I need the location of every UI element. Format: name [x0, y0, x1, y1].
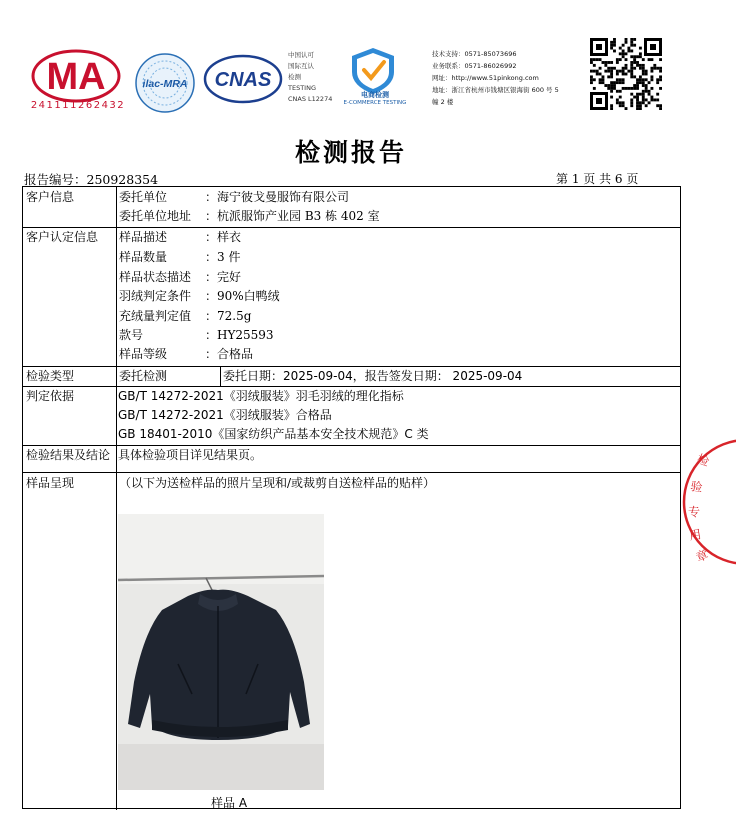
basis-line-2: GB/T 14272-2021《羽绒服装》合格品 [118, 408, 332, 422]
sample-desc-key: 样品描述 [119, 230, 168, 244]
report-table [22, 186, 681, 809]
down-condition-value: ：90%白鸭绒 [205, 289, 280, 303]
sample-qty-value: ：3 件 [205, 250, 241, 264]
sample-grade-key: 样品等级 [119, 347, 168, 361]
sample-state-key: 样品状态描述 [119, 270, 192, 284]
address-line-2: 幢 2 楼 [432, 98, 454, 106]
svg-text:章: 章 [693, 547, 711, 565]
sample-grade-value: ：合格品 [205, 347, 254, 361]
inspection-seal [676, 432, 736, 572]
address-line: 地址：浙江省杭州市钱塘区银海街 600 号 5 [432, 86, 559, 94]
sample-qty-key: 样品数量 [119, 250, 168, 264]
down-condition-key: 羽绒判定条件 [119, 289, 192, 303]
business-line: 业务联系：0571-86026992 [432, 62, 517, 70]
sample-photo [118, 514, 324, 790]
website-line: 网址：http://www.51pinkong.com [432, 74, 539, 82]
result-value: 具体检验项目详见结果页。 [118, 448, 263, 462]
svg-text:专: 专 [688, 505, 701, 519]
ilac-logo-text: ilac-MRA [142, 78, 188, 90]
svg-text:检: 检 [694, 451, 712, 469]
sample-state-value: ：完好 [205, 270, 242, 284]
report-number: 报告编号：250928354 [24, 172, 159, 187]
fill-weight-key: 充绒量判定值 [119, 309, 192, 323]
style-no-value: ：HY25593 [205, 328, 274, 342]
cnas-logo [203, 54, 283, 104]
sample-info-label: 客户认定信息 [26, 230, 99, 244]
basis-line-3: GB 18401-2010《国家纺织产品基本安全技术规范》C 类 [118, 427, 429, 441]
sample-desc-value: ：样衣 [205, 230, 242, 244]
cnas-accreditation-note: 中国认可 国际互认 检测 TESTING CNAS L12274 [288, 51, 333, 103]
cnas-logo-text: CNAS [214, 69, 272, 91]
basis-line-1: GB/T 14272-2021《羽绒服装》羽毛羽绒的理化指标 [118, 389, 404, 403]
client-name-value: ：海宁彼戈曼服饰有限公司 [205, 190, 350, 204]
presentation-label: 样品呈现 [26, 476, 75, 490]
qr-code [588, 36, 664, 112]
cma-code: 241111262432 [30, 100, 126, 111]
ecommerce-testing-cn: 电商检测 [361, 91, 389, 99]
basis-label: 判定依据 [26, 389, 75, 403]
contact-info [432, 48, 592, 108]
result-label: 检验结果及结论 [26, 448, 111, 462]
fill-weight-value: ：72.5g [205, 309, 252, 323]
client-address-key: 委托单位地址 [119, 209, 192, 223]
client-info-label: 客户信息 [26, 190, 75, 204]
svg-text:验: 验 [689, 479, 704, 495]
style-no-key: 款号 [119, 328, 144, 342]
client-address-value: ：杭派服饰产业园 B3 栋 402 室 [205, 209, 380, 223]
cma-logo-text: MA [46, 56, 106, 98]
client-name-key: 委托单位 [119, 190, 168, 204]
sample-caption: 样品 A [211, 796, 248, 810]
ecommerce-testing-en: E-COMMERCE TESTING [343, 100, 407, 106]
presentation-note: （以下为送检样品的照片呈现和/或裁剪自送检样品的贴样） [119, 476, 436, 490]
inspection-type-value: 委托检测 [119, 369, 168, 383]
report-header [0, 0, 702, 120]
inspection-dates: 委托日期：2025-09-04，报告签发日期： 2025-09-04 [223, 369, 523, 383]
report-title: 检测报告 [294, 138, 407, 167]
page-info: 第 1 页 共 6 页 [556, 172, 639, 186]
tech-support-line: 技术支持：0571-85073696 [432, 50, 517, 58]
ilac-mra-logo [134, 52, 196, 114]
inspection-type-label: 检验类型 [26, 369, 75, 383]
svg-text:用: 用 [688, 527, 703, 543]
